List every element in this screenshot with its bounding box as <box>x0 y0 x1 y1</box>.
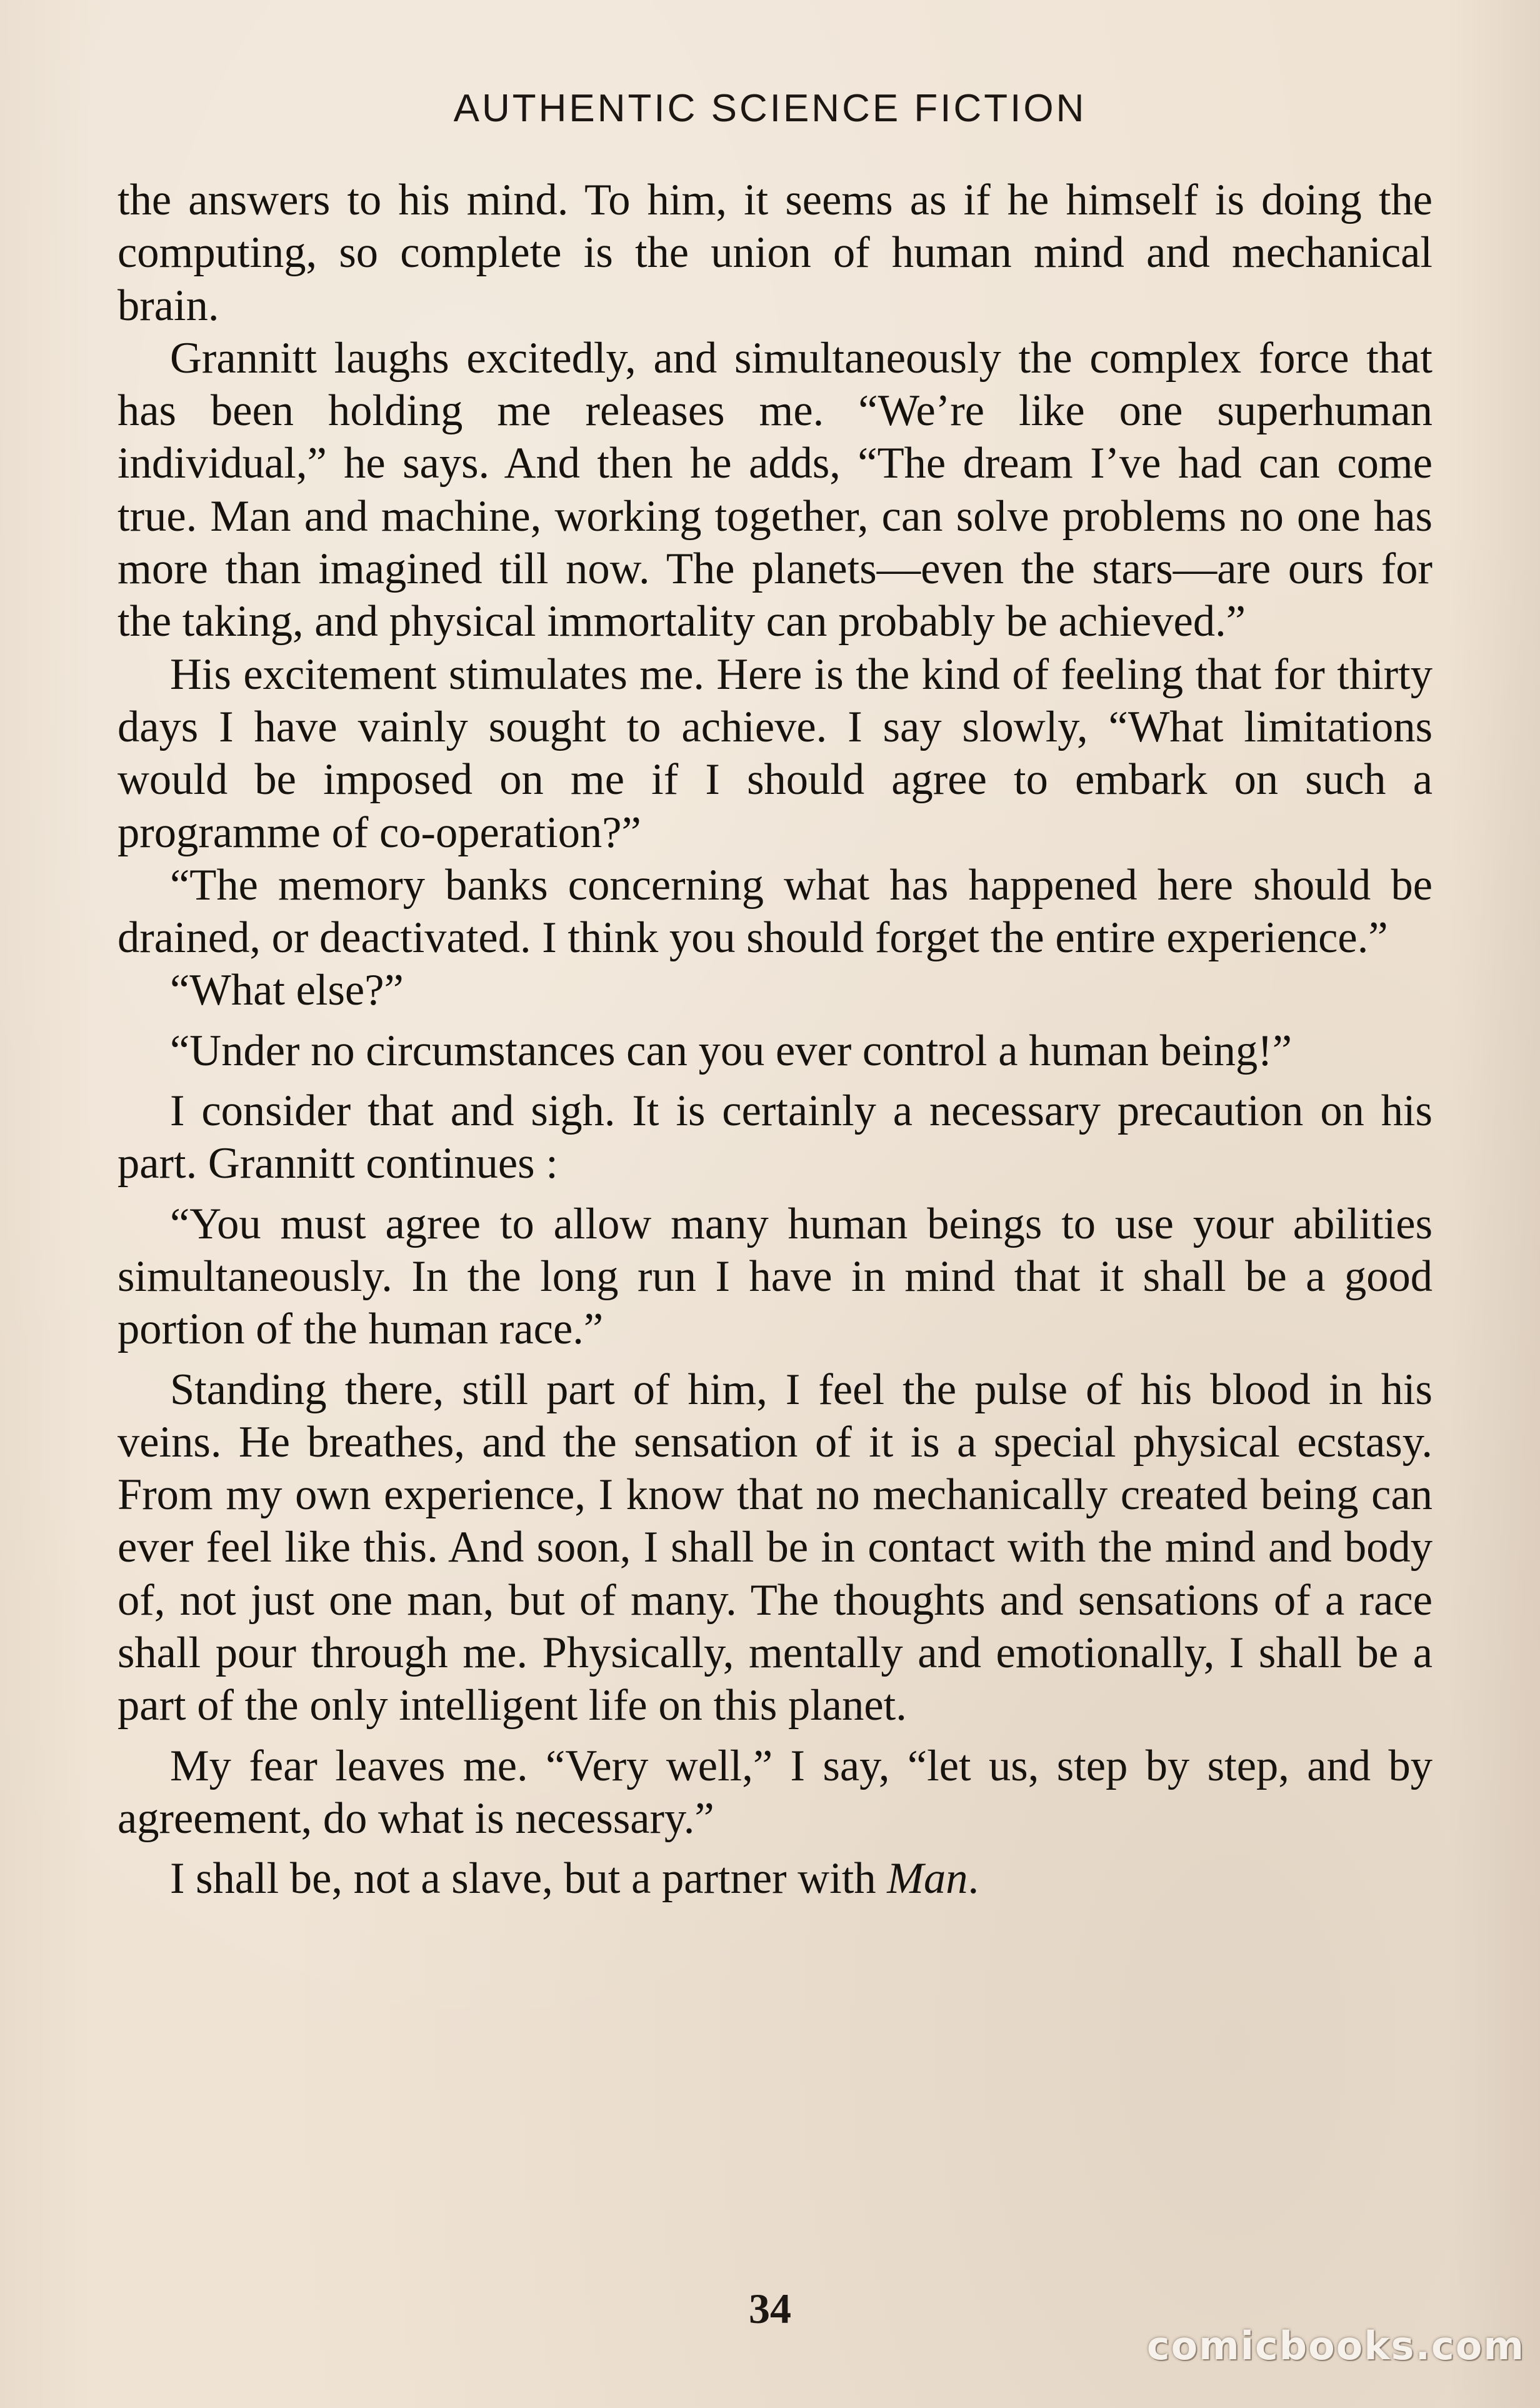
final-paragraph <box>118 1852 1432 1905</box>
final-line-text: I shall be, not a slave, but a partner with <box>170 1854 888 1904</box>
paragraph-1: the answers to his mind. To him, it seems as if he himself is doing the computing, so complete is the union of human mind and mechanical brain. <box>118 176 1432 330</box>
paragraph-4: “The memory banks concerning what has happened here should be drained, or deactivated. I think you should forget the entire experience.” <box>118 860 1432 963</box>
running-head: AUTHENTIC SCIENCE FICTION <box>453 87 1087 130</box>
page-number: 34 <box>749 2285 791 2332</box>
paragraph-3: His excitement stimulates me. Here is the kind of feeling that for thirty days I have vainly sought to achieve. I say slowly, “What limitations would be imposed on me if I should agree to embark on such a programme of co-operation?” <box>118 650 1432 857</box>
watermark: comicbooks.com <box>1146 2323 1525 2369</box>
paragraph-7: I consider that and sigh. It is certainly a necessary precaution on his part. Grannitt continues : <box>118 1086 1432 1188</box>
final-line-end: . <box>968 1854 979 1904</box>
paragraph-5: “What else?” <box>170 966 404 1015</box>
paragraph-2: Grannitt laughs excitedly, and simultaneously the complex force that has been holding me releases me. “We’re like one superhuman individual,” he says. And then he adds, “The dream I’ve had can come true. Man and machine, working together, can solve problems no one has more than imagined till now. The planets—even the stars—are ours for the taking, and physical immortality can probably be achieved.” <box>118 333 1432 646</box>
paragraph-10: My fear leaves me. “Very well,” I say, “let us, step by step, and by agreement, do what is necessary.” <box>118 1741 1432 1843</box>
paragraph-8: “You must agree to allow many human beings to use your abilities simultaneously. In the long run I have in mind that it shall be a good portion of the human race.” <box>118 1199 1432 1354</box>
paragraph-9: Standing there, still part of him, I feel the pulse of his blood in his veins. He breathes, and the sensation of it is a special physical ecstasy. From my own experience, I know that no mechanically created being can ever feel like this. And soon, I shall be in contact with the mind and body of, not just one man, but of many. The thoughts and sensations of a race shall pour through me. Physically, mentally and emotionally, I shall be a part of the only intelligent life on this planet. <box>118 1365 1432 1730</box>
final-line-emphasis: Man <box>887 1854 968 1904</box>
paragraph-6: “Under no circumstances can you ever control a human being!” <box>170 1026 1292 1075</box>
body-text <box>118 174 1432 1905</box>
